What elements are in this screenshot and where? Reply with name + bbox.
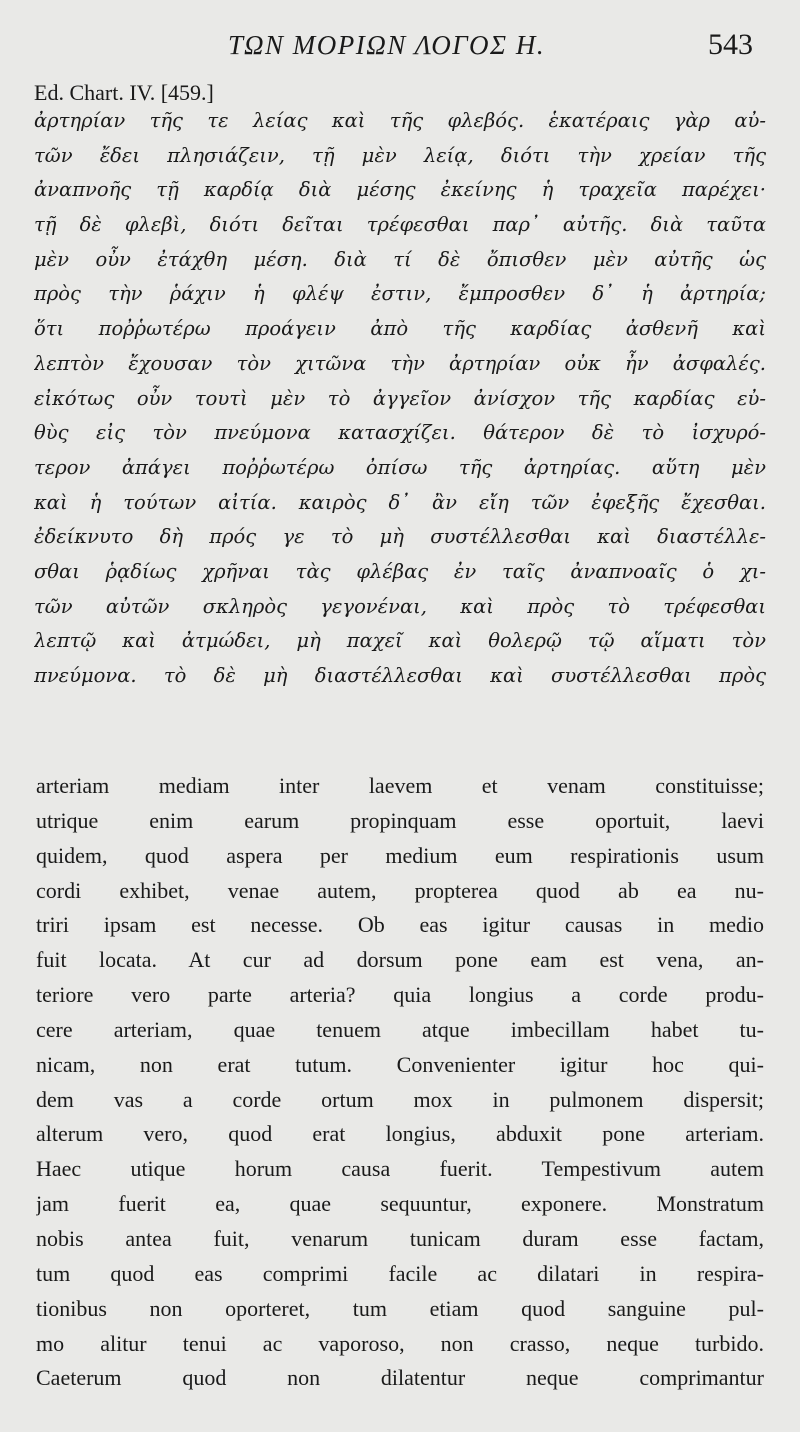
latin-text-line: jam fuerit ea, quae sequuntur, exponere. Monstratum xyxy=(36,1191,764,1217)
greek-text-line: λεπτὸν ἔχουσαν τὸν χιτῶνα τὴν ἀρτηρίαν οὐκ ἦν ἀσφαλές. xyxy=(34,351,766,375)
greek-text-block xyxy=(34,104,766,694)
greek-text-line: λεπτῷ καὶ ἀτμώδει, μὴ παχεῖ καὶ θολερῷ τῷ αἵματι τὸν xyxy=(34,629,766,653)
latin-text-line: triri ipsam est necesse. Ob eas igitur causas in medio xyxy=(36,912,764,938)
latin-text-line: alterum vero, quod erat longius, abduxit pone arteriam. xyxy=(36,1121,764,1147)
latin-text-line: tionibus non oporteret, tum etiam quod sanguine pul- xyxy=(36,1295,764,1321)
greek-text-line: πνεύμονα. τὸ δὲ μὴ διαστέλλεσθαι καὶ συστέλλεσθαι πρὸς xyxy=(34,664,766,687)
page-number: 543 xyxy=(708,28,753,61)
latin-text-line: dem vas a corde ortum mox in pulmonem dispersit; xyxy=(36,1086,764,1112)
greek-text-line: ἀναπνοῆς τῇ καρδίᾳ διὰ μέσης ἐκείνης ἡ τραχεῖα παρέχει· xyxy=(34,178,766,202)
latin-text-line: teriore vero parte arteria? quia longius a corde produ- xyxy=(36,982,764,1008)
greek-text-line: σθαι ῥᾳδίως χρῆναι τὰς φλέβας ἐν ταῖς ἀναπνοαῖς ὁ χι- xyxy=(34,559,766,583)
latin-text-line: tum quod eas comprimi facile ac dilatari in respira- xyxy=(36,1260,764,1286)
latin-text-line: utrique enim earum propinquam esse oportuit, laevi xyxy=(36,807,764,833)
greek-text-line: τῶν ἔδει πλησιάζειν, τῇ μὲν λείᾳ, διότι τὴν χρείαν τῆς xyxy=(34,143,766,167)
running-title: ΤΩΝ ΜΟΡΙΩΝ ΛΟΓΟΣ Η. xyxy=(228,30,546,60)
latin-text-line: Haec utique horum causa fuerit. Tempestivum autem xyxy=(36,1156,764,1182)
running-head xyxy=(0,28,800,68)
greek-text-line: θὺς εἰς τὸν πνεύμονα κατασχίζει. θάτερον δὲ τὸ ἰσχυρό- xyxy=(34,421,766,445)
greek-text-line: εἰκότως οὖν τουτὶ μὲν τὸ ἀγγεῖον ἀνίσχον τῆς καρδίας εὐ- xyxy=(34,386,766,410)
greek-text-line: ἀρτηρίαν τῆς τε λείας καὶ τῆς φλεβός. ἑκατέραις γὰρ αὐ- xyxy=(34,109,766,132)
greek-text-line: τῇ δὲ φλεβὶ, διότι δεῖται τρέφεσθαι παρ᾽ αὐτῆς. διὰ ταῦτα xyxy=(34,213,766,237)
latin-text-line: cere arteriam, quae tenuem atque imbecillam habet tu- xyxy=(36,1016,764,1042)
greek-text-line: ὅτι ποῤῥωτέρω προάγειν ἀπὸ τῆς καρδίας ἀσθενῆ καὶ xyxy=(34,317,766,341)
greek-text-line: πρὸς τὴν ῥάχιν ἡ φλέψ ἐστιν, ἔμπροσθεν δ᾽ ἡ ἀρτηρία; xyxy=(34,282,766,306)
latin-text-block xyxy=(36,769,764,1396)
greek-text-line: ἐδείκνυτο δὴ πρός γε τὸ μὴ συστέλλεσθαι καὶ διαστέλλε- xyxy=(34,525,766,549)
greek-text-line: καὶ ἡ τούτων αἰτία. καιρὸς δ᾽ ἂν εἴη τῶν ἐφεξῆς ἔχεσθαι. xyxy=(34,490,766,514)
latin-text-line: cordi exhibet, venae autem, propterea quod ab ea nu- xyxy=(36,877,764,903)
latin-text-line: mo alitur tenui ac vaporoso, non crasso, neque turbido. xyxy=(36,1330,764,1356)
latin-text-line: quidem, quod aspera per medium eum respirationis usum xyxy=(36,842,764,868)
greek-text-line: τῶν αὐτῶν σκληρὸς γεγονέναι, καὶ πρὸς τὸ τρέφεσθαι xyxy=(34,594,766,618)
latin-text-line: arteriam mediam inter laevem et venam constituisse; xyxy=(36,773,764,798)
edition-reference: Ed. Chart. IV. [459.] xyxy=(34,80,214,105)
latin-text-line: Caeterum quod non dilatentur neque comprimantur xyxy=(36,1365,764,1391)
latin-text-line: nobis antea fuit, venarum tunicam duram esse factam, xyxy=(36,1225,764,1251)
greek-text-line: μὲν οὖν ἐτάχθη μέση. διὰ τί δὲ ὄπισθεν μὲν αὐτῆς ὡς xyxy=(34,247,766,271)
greek-text-line: τερον ἀπάγει ποῤῥωτέρω ὀπίσω τῆς ἀρτηρίας. αὕτη μὲν xyxy=(34,455,766,479)
latin-text-line: fuit locata. At cur ad dorsum pone eam est vena, an- xyxy=(36,947,764,973)
latin-text-line: nicam, non erat tutum. Convenienter igitur hoc qui- xyxy=(36,1051,764,1077)
